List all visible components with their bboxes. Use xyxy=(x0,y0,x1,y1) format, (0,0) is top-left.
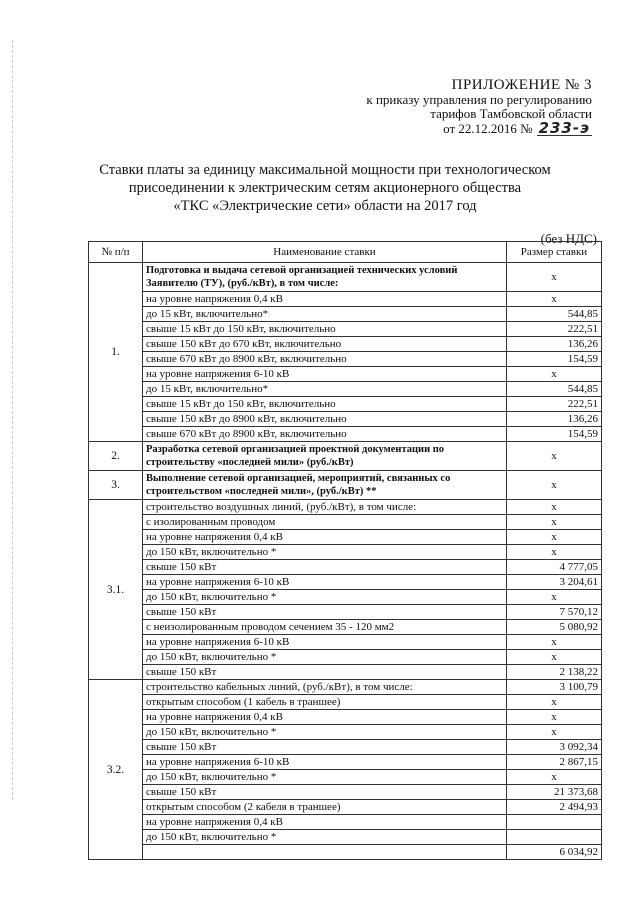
table-row xyxy=(89,650,602,665)
rate-name xyxy=(143,845,507,860)
rate-value: х xyxy=(507,710,602,725)
rate-name: свыше 670 кВт до 8900 кВт, включительно xyxy=(143,352,507,367)
rate-value: 7 570,12 xyxy=(507,605,602,620)
rate-name: свыше 150 кВт xyxy=(143,785,507,800)
rate-value: 4 777,05 xyxy=(507,560,602,575)
table-row xyxy=(89,605,602,620)
rate-value: 222,51 xyxy=(507,397,602,412)
rate-value: х xyxy=(507,442,602,471)
rate-value xyxy=(507,830,602,845)
rate-name: до 15 кВт, включительно* xyxy=(143,382,507,397)
table-row xyxy=(89,575,602,590)
table-row xyxy=(89,815,602,830)
rate-name: на уровне напряжения 0,4 кВ xyxy=(143,292,507,307)
document-title xyxy=(90,161,560,215)
binding-margin-marks xyxy=(12,40,17,800)
table-row xyxy=(89,427,602,442)
table-row xyxy=(89,710,602,725)
section-number: 3. xyxy=(89,471,143,500)
order-reference-line: к приказу управления по регулированию xyxy=(366,92,592,107)
rate-value: 3 092,34 xyxy=(507,740,602,755)
rate-name: свыше 150 кВт xyxy=(143,665,507,680)
table-row xyxy=(89,665,602,680)
rate-name: до 150 кВт, включительно * xyxy=(143,725,507,740)
table-header-row xyxy=(89,242,602,263)
section-number: 2. xyxy=(89,442,143,471)
table-row xyxy=(89,590,602,605)
rate-name: свыше 15 кВт до 150 кВт, включительно xyxy=(143,397,507,412)
table-row xyxy=(89,515,602,530)
header-value: Размер ставки xyxy=(507,242,602,263)
rate-value: 21 373,68 xyxy=(507,785,602,800)
rate-value: 544,85 xyxy=(507,382,602,397)
rate-name: на уровне напряжения 0,4 кВ xyxy=(143,530,507,545)
title-line-1: Ставки платы за единицу максимальной мощности при технологическом xyxy=(99,162,551,178)
table-row xyxy=(89,830,602,845)
rate-value: х xyxy=(507,695,602,710)
table-row xyxy=(89,322,602,337)
table-row xyxy=(89,530,602,545)
rate-value: 3 204,61 xyxy=(507,575,602,590)
rate-name: строительство кабельных линий, (руб./кВт), в том числе: xyxy=(143,680,507,695)
rate-name: на уровне напряжения 6-10 кВ xyxy=(143,575,507,590)
rate-name: свыше 150 кВт xyxy=(143,605,507,620)
rate-name: строительство воздушных линий, (руб./кВт), в том числе: xyxy=(143,500,507,515)
rate-name: Разработка сетевой организацией проектной документации по строительству «последней мили» (руб./кВт) xyxy=(143,442,507,471)
rate-value: х xyxy=(507,590,602,605)
title-line-3: «ТКС «Электрические сети» области на 2017 год xyxy=(173,198,477,214)
table-row xyxy=(89,635,602,650)
table-row xyxy=(89,560,602,575)
rate-name: на уровне напряжения 0,4 кВ xyxy=(143,710,507,725)
table-row xyxy=(89,800,602,815)
rate-name: до 150 кВт, включительно * xyxy=(143,590,507,605)
rate-value: х xyxy=(507,545,602,560)
rate-value: 5 080,92 xyxy=(507,620,602,635)
rate-name: с неизолированным проводом сечением 35 - 120 мм2 xyxy=(143,620,507,635)
table-row xyxy=(89,620,602,635)
rate-value: х xyxy=(507,770,602,785)
table-row xyxy=(89,412,602,427)
rate-name: Выполнение сетевой организацией, мероприятий, связанных со строительством «последней мили», (руб./кВт) ** xyxy=(143,471,507,500)
section-number: 3.2. xyxy=(89,680,143,860)
table-row xyxy=(89,545,602,560)
table-row xyxy=(89,292,602,307)
rate-name: свыше 150 кВт до 670 кВт, включительно xyxy=(143,337,507,352)
rate-value: 2 867,15 xyxy=(507,755,602,770)
table-row xyxy=(89,785,602,800)
rate-value: 222,51 xyxy=(507,322,602,337)
rate-value: 154,59 xyxy=(507,352,602,367)
table-row xyxy=(89,725,602,740)
header-num: № п/п xyxy=(89,242,143,263)
rate-name: свыше 670 кВт до 8900 кВт, включительно xyxy=(143,427,507,442)
rate-name: свыше 150 кВт xyxy=(143,740,507,755)
order-date-line xyxy=(342,121,592,136)
rate-name: на уровне напряжения 6-10 кВ xyxy=(143,755,507,770)
authority-line: тарифов Тамбовской области xyxy=(430,106,592,121)
header-name: Наименование ставки xyxy=(143,242,507,263)
rate-value: х xyxy=(507,635,602,650)
rate-value: 2 138,22 xyxy=(507,665,602,680)
rate-name: на уровне напряжения 0,4 кВ xyxy=(143,815,507,830)
section-number: 1. xyxy=(89,263,143,442)
table-row xyxy=(89,397,602,412)
table-row xyxy=(89,845,602,860)
rate-name: на уровне напряжения 6-10 кВ xyxy=(143,367,507,382)
rate-value: 136,26 xyxy=(507,337,602,352)
vat-note: (без НДС) xyxy=(540,231,597,246)
rate-value: 544,85 xyxy=(507,307,602,322)
rate-name: Подготовка и выдача сетевой организацией технических условий Заявителю (ТУ), (руб./кВт), в том числе: xyxy=(143,263,507,292)
appendix-title: ПРИЛОЖЕНИЕ № 3 xyxy=(451,77,592,93)
rate-value: х xyxy=(507,292,602,307)
table-row xyxy=(89,680,602,695)
rate-name: до 150 кВт, включительно * xyxy=(143,830,507,845)
rate-name: на уровне напряжения 6-10 кВ xyxy=(143,635,507,650)
appendix-header xyxy=(342,78,592,136)
rate-name: до 150 кВт, включительно * xyxy=(143,770,507,785)
rate-name: до 15 кВт, включительно* xyxy=(143,307,507,322)
rate-value: х xyxy=(507,650,602,665)
table-row xyxy=(89,352,602,367)
rate-value: х xyxy=(507,500,602,515)
rate-value: х xyxy=(507,515,602,530)
rate-value: 154,59 xyxy=(507,427,602,442)
rate-value: 2 494,93 xyxy=(507,800,602,815)
rate-value: х xyxy=(507,471,602,500)
rate-value: 6 034,92 xyxy=(507,845,602,860)
rate-value: х xyxy=(507,530,602,545)
rate-name: открытым способом (2 кабеля в траншее) xyxy=(143,800,507,815)
table-row xyxy=(89,500,602,515)
rate-value: х xyxy=(507,263,602,292)
table-row xyxy=(89,367,602,382)
rate-value: 136,26 xyxy=(507,412,602,427)
table-row xyxy=(89,337,602,352)
table-row xyxy=(89,471,602,500)
rate-name: до 150 кВт, включительно * xyxy=(143,545,507,560)
rate-name: свыше 150 кВт до 8900 кВт, включительно xyxy=(143,412,507,427)
rate-name: открытым способом (1 кабель в траншее) xyxy=(143,695,507,710)
table-row xyxy=(89,263,602,292)
rate-name: свыше 15 кВт до 150 кВт, включительно xyxy=(143,322,507,337)
rate-name: с изолированным проводом xyxy=(143,515,507,530)
table-row xyxy=(89,740,602,755)
rate-name: свыше 150 кВт xyxy=(143,560,507,575)
table-row xyxy=(89,307,602,322)
table-row xyxy=(89,695,602,710)
rate-value: х xyxy=(507,725,602,740)
table-body xyxy=(89,263,602,860)
title-line-2: присоединении к электрическим сетям акционерного общества xyxy=(128,180,522,196)
table-row xyxy=(89,442,602,471)
section-number: 3.1. xyxy=(89,500,143,680)
rate-value xyxy=(507,815,602,830)
rate-value: 3 100,79 xyxy=(507,680,602,695)
rate-name: до 150 кВт, включительно * xyxy=(143,650,507,665)
table-row xyxy=(89,382,602,397)
table-row xyxy=(89,755,602,770)
rate-value: х xyxy=(507,367,602,382)
order-date: от 22.12.2016 № xyxy=(443,120,533,136)
handwritten-order-number: 233-э xyxy=(538,119,590,137)
rates-table xyxy=(88,241,602,860)
table-row xyxy=(89,770,602,785)
